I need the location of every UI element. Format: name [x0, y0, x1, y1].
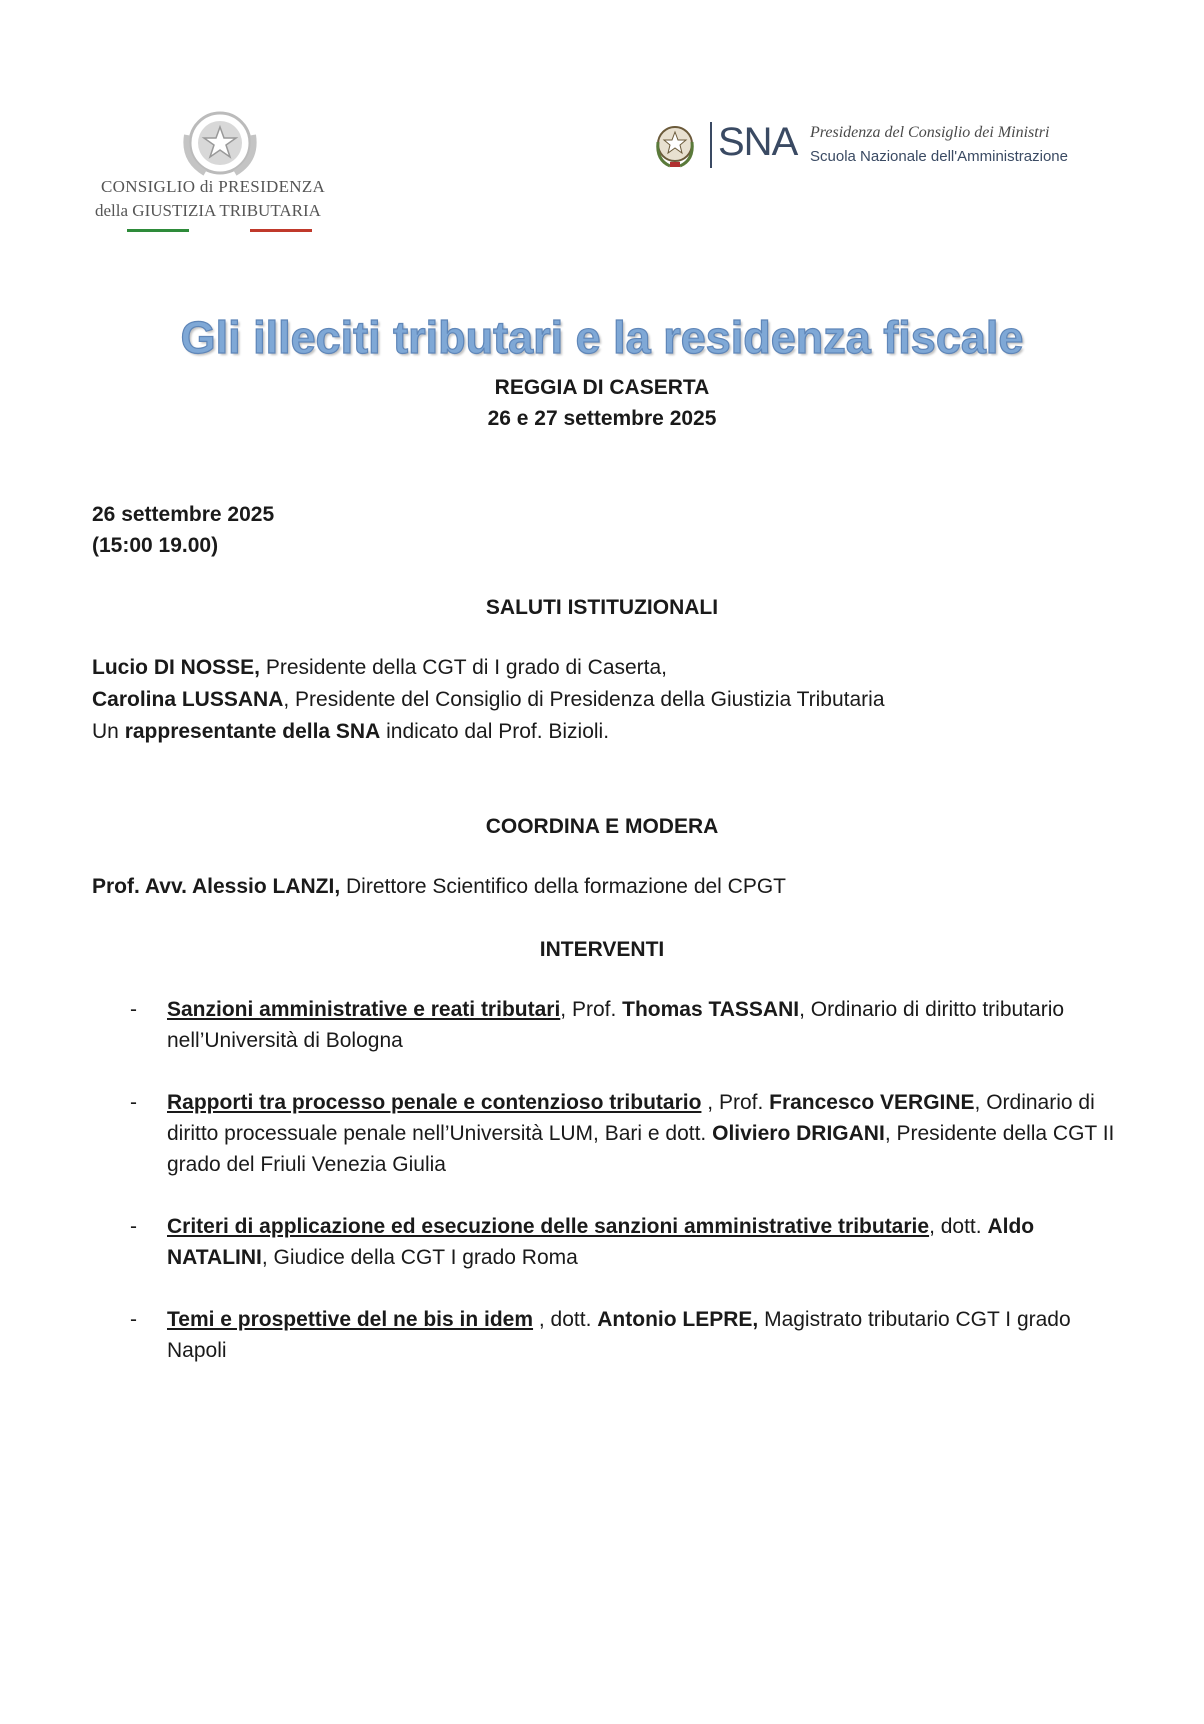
page-title: Gli illeciti tributari e la residenza fiscale [180, 312, 1024, 363]
logo-divider [710, 122, 712, 168]
interventi-heading: INTERVENTI [539, 938, 665, 961]
intervento-item: - Sanzioni amministrative e reati tributari, Prof. Thomas TASSANI, Ordinario di diritto tributario nell’Università di Bologna [130, 998, 1065, 1052]
session-time: (15:00 19.00) [92, 534, 219, 557]
saluti-heading: SALUTI ISTITUZIONALI [485, 596, 719, 619]
sna-line-1: Presidenza del Consiglio dei Ministri [810, 124, 1050, 141]
consiglio-presidenza-logo [95, 105, 355, 245]
saluti-line: Carolina LUSSANA, Presidente del Consiglio di Presidenza della Giustizia Tributaria [92, 688, 885, 711]
moderator-line: Prof. Avv. Alessio LANZI, Direttore Scientifico della formazione del CPGT [92, 875, 787, 898]
sna-line-2: Scuola Nazionale dell'Amministrazione [810, 148, 1068, 165]
sna-logo [652, 118, 1092, 178]
logo-line-1: CONSIGLIO di PRESIDENZA [101, 177, 326, 196]
intervento-item: - Rapporti tra processo penale e contenzioso tributario , Prof. Francesco VERGINE, Ordinario di diritto processuale penale nell’Università LUM, Bari e dott. Oliviero DRIGANI, Presidente della CGT II grado del Friuli Venezia Giulia [130, 1091, 1115, 1176]
venue: REGGIA DI CASERTA [494, 376, 710, 399]
intervento-item: - Criteri di applicazione ed esecuzione delle sanzioni amministrative tributarie, dott. Aldo NATALINI, Giudice della CGT I grado Roma [130, 1215, 1035, 1269]
flag-red-bar [250, 229, 312, 232]
saluti-line: Lucio DI NOSSE, Presidente della CGT di I grado di Caserta, [92, 656, 668, 679]
republic-emblem-icon [652, 122, 698, 170]
event-dates: 26 e 27 settembre 2025 [487, 407, 717, 430]
logo-line-2: della GIUSTIZIA TRIBUTARIA [95, 201, 321, 220]
sna-wordmark: SNA [718, 120, 798, 164]
saluti-line: Un rappresentante della SNA indicato dal Prof. Bizioli. [92, 720, 610, 743]
intervento-item: - Temi e prospettive del ne bis in idem , dott. Antonio LEPRE, Magistrato tributario CGT I grado Napoli [130, 1308, 1071, 1362]
flag-green-bar [127, 229, 189, 232]
coordina-heading: COORDINA E MODERA [485, 815, 719, 838]
session-date: 26 settembre 2025 [92, 503, 275, 526]
